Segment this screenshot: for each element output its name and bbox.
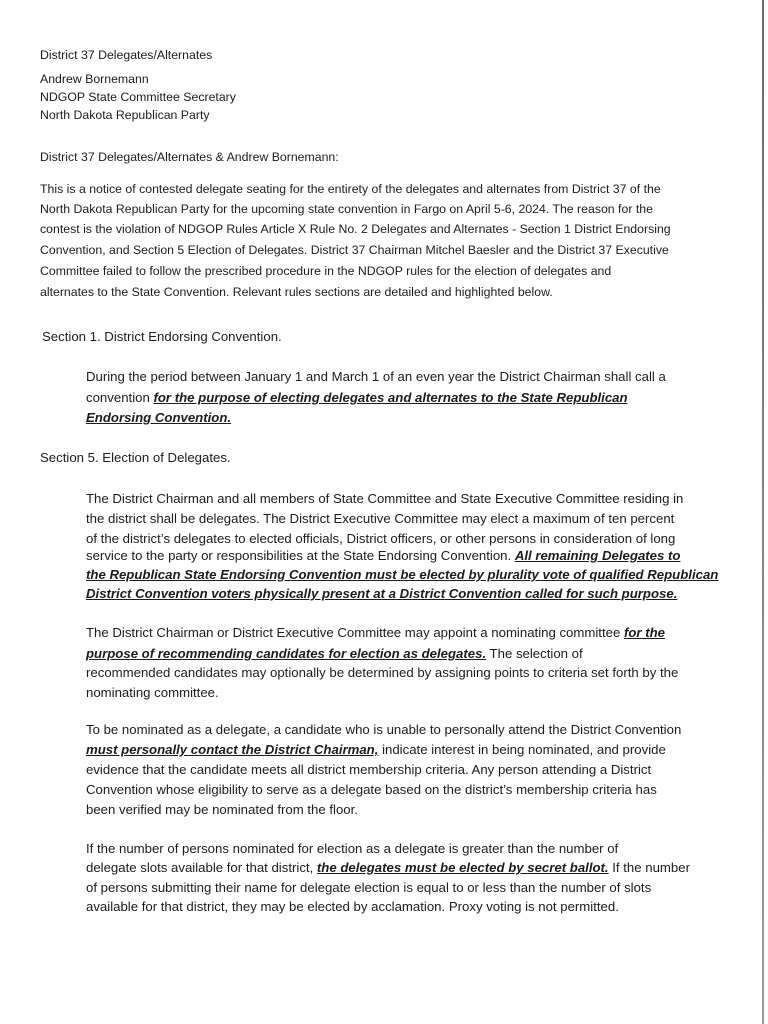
section5-highlight: All remaining Delegates to [514,548,681,563]
recipient-title: NDGOP State Committee Secretary [40,90,236,104]
section5-p1-line [86,547,680,565]
section5-text: The selection of [486,646,583,661]
section5-p3-line: evidence that the candidate meets all district membership criteria. Any person attending a District [86,762,652,777]
section5-p3-line: Convention whose eligibility to serve as a delegate based on the district’s membership criteria has [86,782,657,797]
section5-p3-line: To be nominated as a delegate, a candidate who is unable to personally attend the District Convention [86,722,682,737]
section5-p4-line [86,859,690,877]
section5-p1-line: The District Chairman and all members of State Committee and State Executive Committee residing in [86,491,684,506]
section5-p2-line [86,645,583,663]
section1-highlight: Endorsing Convention. [86,410,232,425]
section5-highlight: the delegates must be elected by secret ballot. [316,860,609,875]
section1-line: During the period between January 1 and March 1 of an even year the District Chairman shall call a [86,369,666,384]
section1-text: convention [86,390,154,405]
subject-line: District 37 Delegates/Alternates [40,48,213,62]
section5-p4-line: available for that district, they may be elected by acclamation. Proxy voting is not permitted. [86,899,619,914]
intro-line: Convention, and Section 5 Election of Delegates. District 37 Chairman Mitchel Baesler and the District 37 Executive [40,243,669,257]
section5-highlight: the Republican State Endorsing Convention must be elected by plurality vote of qualified Republican [86,567,719,582]
intro-line: contest is the violation of NDGOP Rules Article X Rule No. 2 Delegates and Alternates - Section 1 District Endorsing [40,222,671,236]
section5-p3-line: been verified may be nominated from the floor. [86,802,358,817]
intro-line: Committee failed to follow the prescribed procedure in the NDGOP rules for the election of delegates and [40,264,612,278]
section5-text: indicate interest in being nominated, and provide [378,742,666,757]
section5-text: If the number [608,860,690,875]
recipient-name: Andrew Bornemann [40,72,149,86]
section5-p2-line: nominating committee. [86,685,219,700]
section5-highlight: purpose of recommending candidates for election as delegates. [86,646,487,661]
intro-line: This is a notice of contested delegate seating for the entirety of the delegates and alternates from District 37 of the [40,182,661,196]
section1-line [86,389,628,407]
section5-p4-line: of persons submitting their name for delegate election is equal to or less than the number of slots [86,880,652,895]
section5-text: service to the party or responsibilities at the State Endorsing Convention. [86,548,515,563]
section5-heading: Section 5. Election of Delegates. [40,450,231,465]
section5-highlight: for the [623,625,665,640]
recipient-org: North Dakota Republican Party [40,108,210,122]
section1-highlight: for the purpose of electing delegates and alternates to the State Republican [153,390,628,405]
section1-heading: Section 1. District Endorsing Convention. [42,329,282,344]
section5-p3-line [86,741,666,759]
section5-text: delegate slots available for that district, [86,860,317,875]
section5-p1-line: the district shall be delegates. The District Executive Committee may elect a maximum of ten percent [86,511,675,526]
intro-line: alternates to the State Convention. Relevant rules sections are detailed and highlighted below. [40,285,553,299]
intro-line: North Dakota Republican Party for the upcoming state convention in Fargo on April 5-6, 2024. The reason for the [40,202,653,216]
section5-p2-line: recommended candidates may optionally be determined by assigning points to criteria set forth by the [86,665,679,680]
section5-highlight: must personally contact the District Chairman, [86,742,379,757]
section5-text: The District Chairman or District Executive Committee may appoint a nominating committee [86,625,624,640]
salutation: District 37 Delegates/Alternates & Andrew Bornemann: [40,150,339,164]
page-edge-shadow [762,0,764,1024]
section5-p4-line: If the number of persons nominated for election as a delegate is greater than the number of [86,841,619,856]
section5-highlight: District Convention voters physically present at a District Convention called for such purpose. [86,586,678,601]
section5-p1-line: of the district’s delegates to elected officials, District officers, or other persons in consideration of long [86,531,676,546]
section5-p2-line [86,624,665,642]
